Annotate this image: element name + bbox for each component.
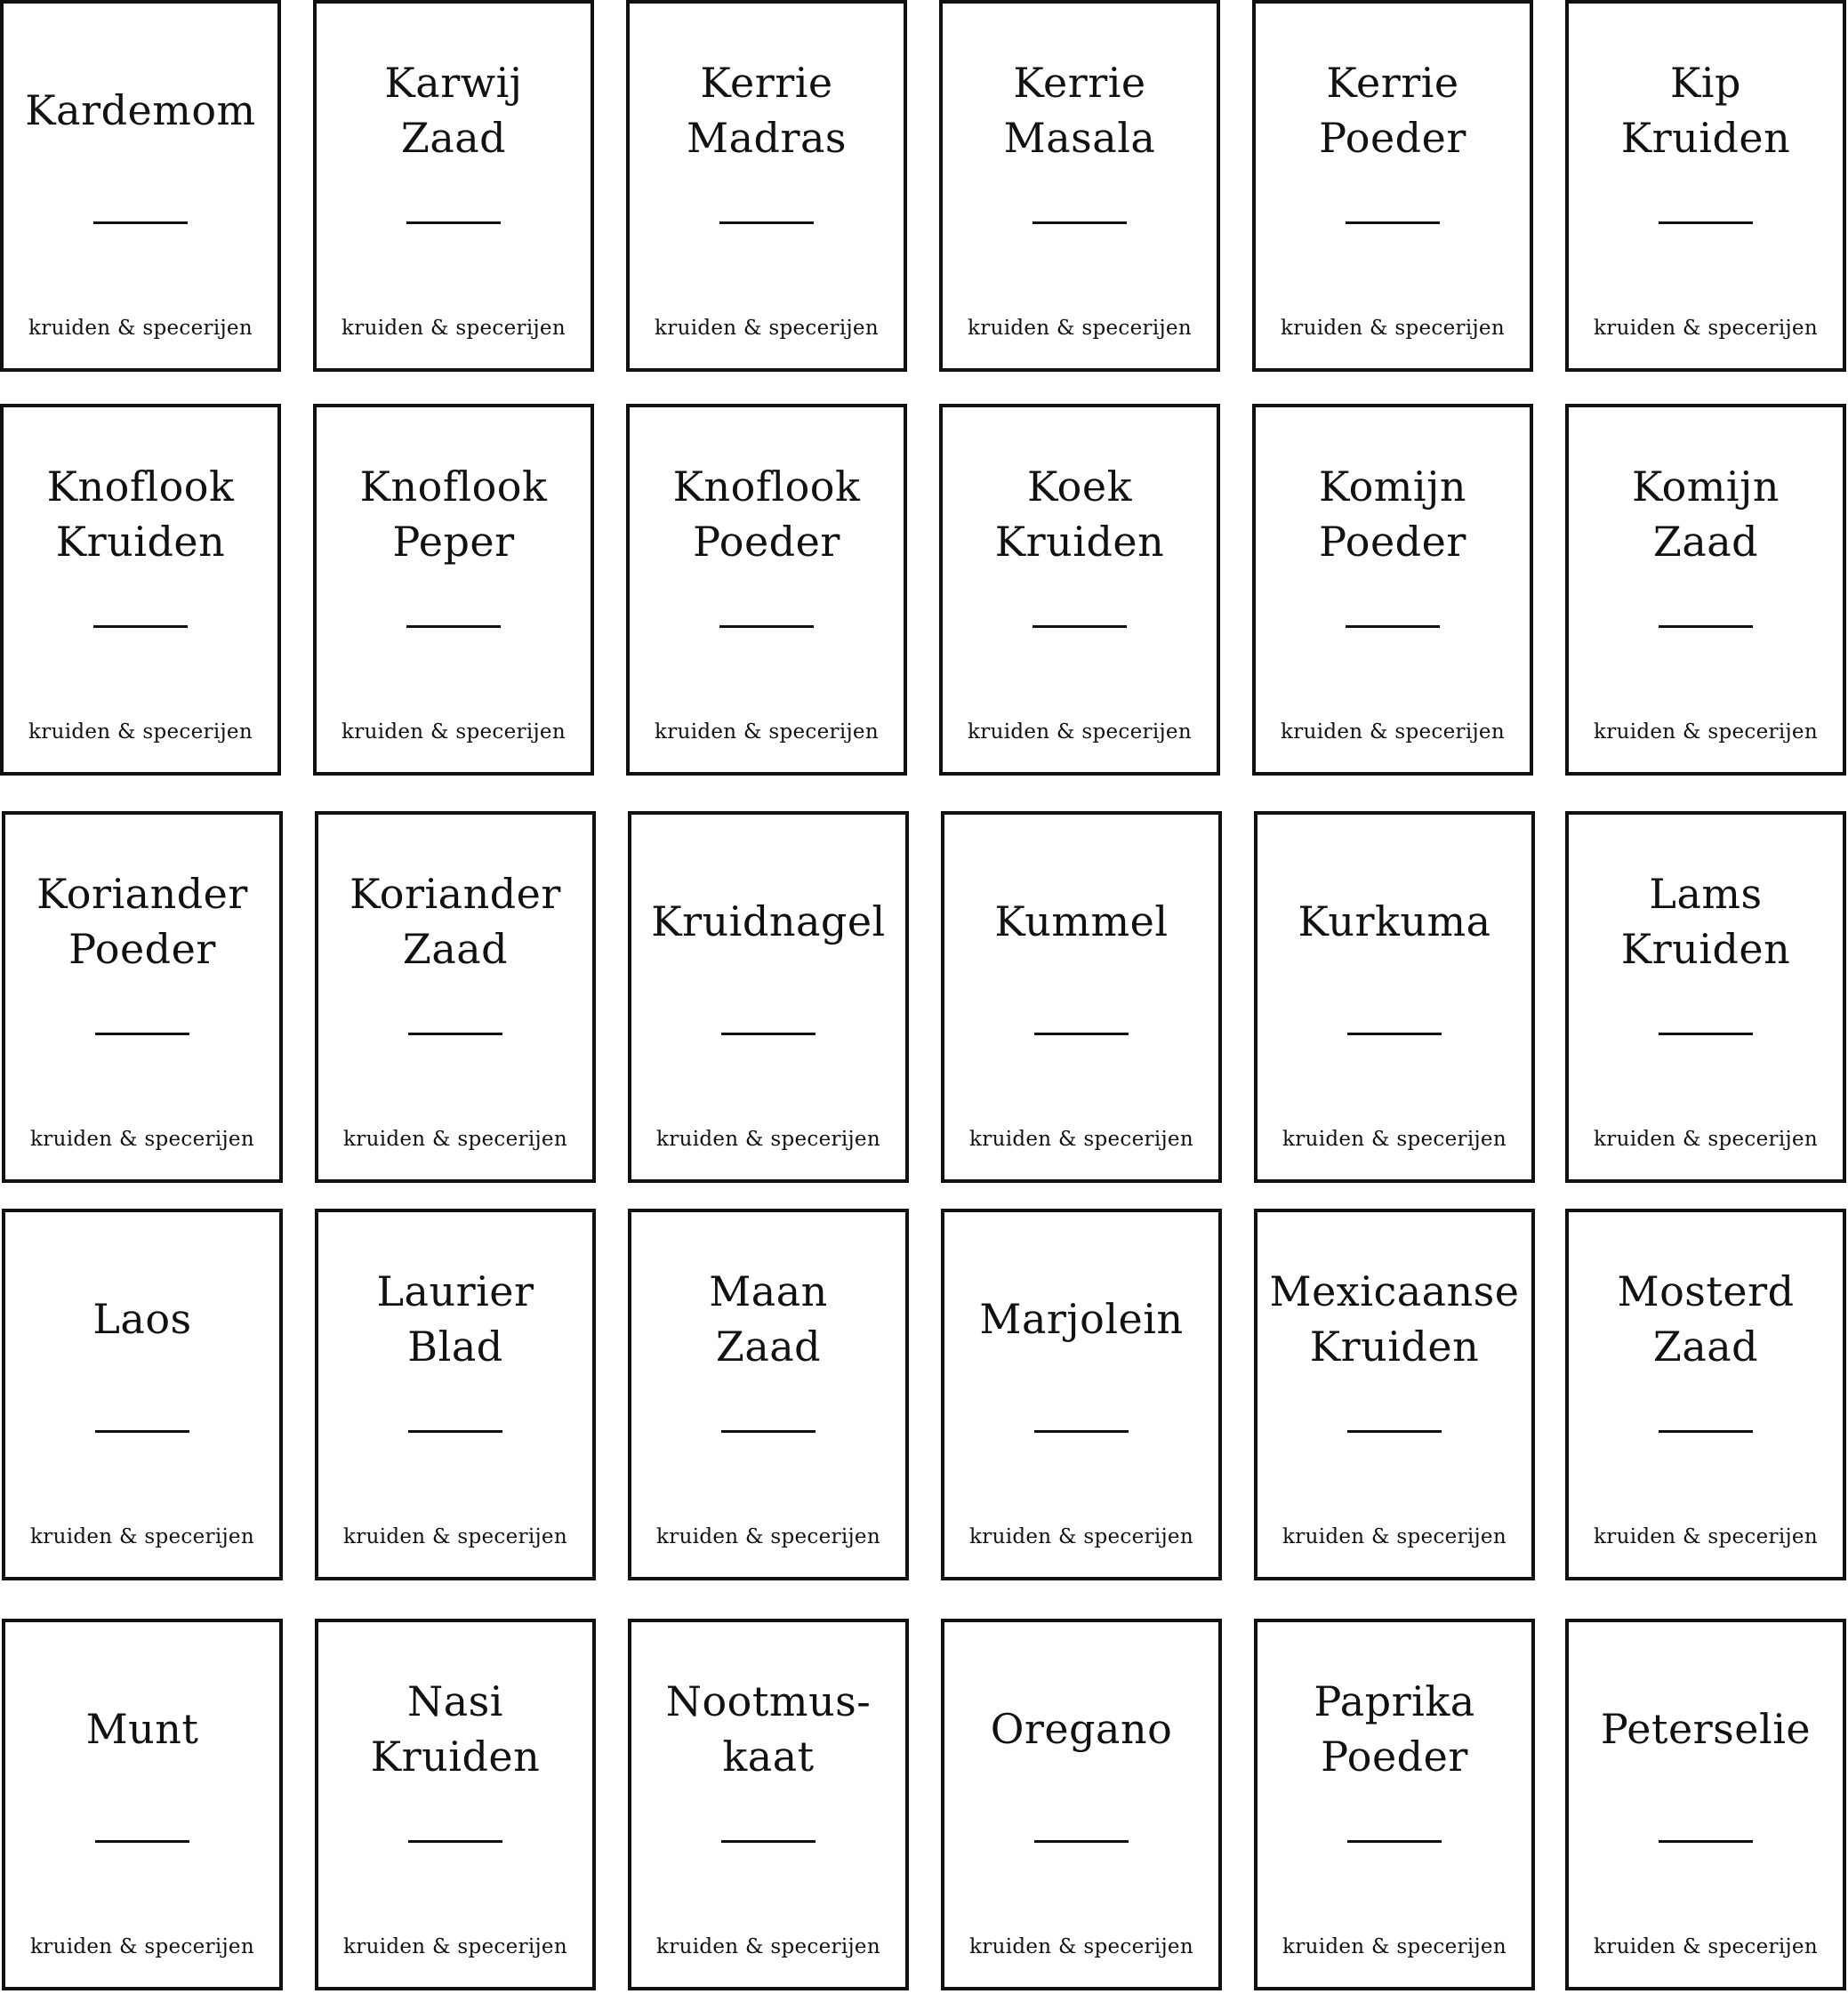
label-footer: kruiden & specerijen (30, 1935, 254, 1958)
spice-name: Paprika Poeder (1314, 1677, 1475, 1781)
label-footer: kruiden & specerijen (1282, 1935, 1507, 1958)
label-divider (1659, 221, 1753, 224)
label-footer: kruiden & specerijen (1282, 1525, 1507, 1548)
label-divider (93, 221, 188, 224)
label-footer: kruiden & specerijen (1281, 720, 1505, 744)
label-footer: kruiden & specerijen (1594, 1128, 1818, 1151)
label-footer: kruiden & specerijen (30, 1525, 254, 1548)
label-divider (406, 221, 501, 224)
spice-label (1565, 1209, 1846, 1580)
label-footer: kruiden & specerijen (343, 1935, 567, 1958)
label-footer: kruiden & specerijen (341, 317, 566, 340)
spice-name: Peterselie (1600, 1705, 1812, 1753)
spice-name: Kummel (994, 897, 1169, 945)
label-divider (1034, 1033, 1129, 1035)
spice-label (2, 1209, 283, 1580)
spice-label (628, 1209, 909, 1580)
spice-label (0, 0, 281, 372)
label-footer: kruiden & specerijen (1281, 317, 1505, 340)
spice-label (1252, 0, 1533, 372)
spice-label (1254, 1619, 1535, 1990)
spice-name: Laos (92, 1295, 192, 1343)
label-divider (719, 221, 814, 224)
label-footer: kruiden & specerijen (1282, 1128, 1507, 1151)
spice-name: Nasi Kruiden (370, 1677, 541, 1781)
spice-name: Lams Kruiden (1620, 870, 1791, 973)
spice-name: Kurkuma (1298, 897, 1491, 945)
spice-label (939, 404, 1220, 776)
label-footer: kruiden & specerijen (341, 720, 566, 744)
label-divider (408, 1840, 502, 1843)
label-footer: kruiden & specerijen (656, 1935, 880, 1958)
label-footer: kruiden & specerijen (343, 1525, 567, 1548)
label-divider (1347, 1840, 1442, 1843)
spice-label (626, 0, 907, 372)
spice-name: Kerrie Masala (1003, 59, 1156, 162)
spice-name: Knoflook Peper (359, 462, 548, 566)
label-divider (1659, 1430, 1753, 1433)
spice-label (2, 1619, 283, 1990)
spice-name: Laurier Blad (376, 1267, 534, 1371)
label-footer: kruiden & specerijen (1594, 1525, 1818, 1548)
label-divider (1347, 1430, 1442, 1433)
spice-label (941, 1209, 1222, 1580)
label-divider (1659, 1840, 1753, 1843)
spice-label (313, 404, 594, 776)
spice-label (1565, 404, 1846, 776)
label-footer: kruiden & specerijen (656, 1525, 880, 1548)
label-divider (721, 1033, 816, 1035)
label-divider (95, 1430, 189, 1433)
label-divider (721, 1430, 816, 1433)
label-divider (719, 625, 814, 628)
spice-name: Koek Kruiden (994, 462, 1165, 566)
spice-label (1565, 0, 1846, 372)
spice-name: Kruidnagel (651, 897, 886, 945)
spice-label (0, 404, 281, 776)
label-divider (721, 1840, 816, 1843)
spice-label (315, 811, 596, 1183)
spice-name: Oregano (990, 1705, 1173, 1753)
label-footer: kruiden & specerijen (969, 1128, 1193, 1151)
spice-label (941, 1619, 1222, 1990)
spice-label (1254, 1209, 1535, 1580)
label-divider (95, 1033, 189, 1035)
label-divider (1659, 625, 1753, 628)
label-divider (1034, 1430, 1129, 1433)
label-divider (1032, 625, 1127, 628)
label-footer: kruiden & specerijen (969, 1525, 1193, 1548)
label-footer: kruiden & specerijen (1594, 720, 1818, 744)
spice-name: Kip Kruiden (1620, 59, 1791, 162)
spice-name: Munt (85, 1705, 199, 1753)
spice-label (939, 0, 1220, 372)
spice-label (628, 1619, 909, 1990)
spice-name: Komijn Zaad (1631, 462, 1780, 566)
spice-label (1565, 811, 1846, 1183)
spice-name: Karwij Zaad (384, 59, 523, 162)
spice-label (315, 1209, 596, 1580)
label-divider (1347, 1033, 1442, 1035)
label-footer: kruiden & specerijen (1594, 1935, 1818, 1958)
label-footer: kruiden & specerijen (968, 720, 1192, 744)
spice-name: Komijn Poeder (1318, 462, 1467, 566)
spice-label (313, 0, 594, 372)
label-divider (408, 1033, 502, 1035)
label-footer: kruiden & specerijen (28, 720, 253, 744)
label-divider (1346, 625, 1440, 628)
label-divider (408, 1430, 502, 1433)
spice-label (628, 811, 909, 1183)
spice-label (626, 404, 907, 776)
spice-name: Maan Zaad (709, 1267, 828, 1371)
spice-name: Knoflook Kruiden (46, 462, 235, 566)
label-divider (1032, 221, 1127, 224)
label-divider (95, 1840, 189, 1843)
spice-name: Koriander Poeder (36, 870, 248, 973)
label-footer: kruiden & specerijen (1594, 317, 1818, 340)
spice-label (1565, 1619, 1846, 1990)
label-footer: kruiden & specerijen (656, 1128, 880, 1151)
spice-label (2, 811, 283, 1183)
label-divider (406, 625, 501, 628)
label-divider (1659, 1033, 1753, 1035)
label-footer: kruiden & specerijen (28, 317, 253, 340)
spice-name: Kerrie Poeder (1319, 59, 1466, 162)
label-footer: kruiden & specerijen (655, 317, 879, 340)
label-footer: kruiden & specerijen (343, 1128, 567, 1151)
label-footer: kruiden & specerijen (30, 1128, 254, 1151)
spice-name: Nootmus- kaat (665, 1677, 872, 1781)
label-divider (1346, 221, 1440, 224)
spice-name: Knoflook Poeder (672, 462, 861, 566)
label-footer: kruiden & specerijen (968, 317, 1192, 340)
label-footer: kruiden & specerijen (655, 720, 879, 744)
spice-label (315, 1619, 596, 1990)
spice-label (1254, 811, 1535, 1183)
spice-name: Marjolein (979, 1295, 1184, 1343)
label-divider (93, 625, 188, 628)
spice-name: Kerrie Madras (687, 59, 847, 162)
spice-name: Koriander Zaad (350, 870, 561, 973)
label-divider (1034, 1840, 1129, 1843)
spice-name: Mosterd Zaad (1617, 1267, 1795, 1371)
label-footer: kruiden & specerijen (969, 1935, 1193, 1958)
spice-label (1252, 404, 1533, 776)
spice-label (941, 811, 1222, 1183)
spice-name: Kardemom (25, 86, 256, 134)
spice-name: Mexicaanse Kruiden (1269, 1267, 1520, 1371)
